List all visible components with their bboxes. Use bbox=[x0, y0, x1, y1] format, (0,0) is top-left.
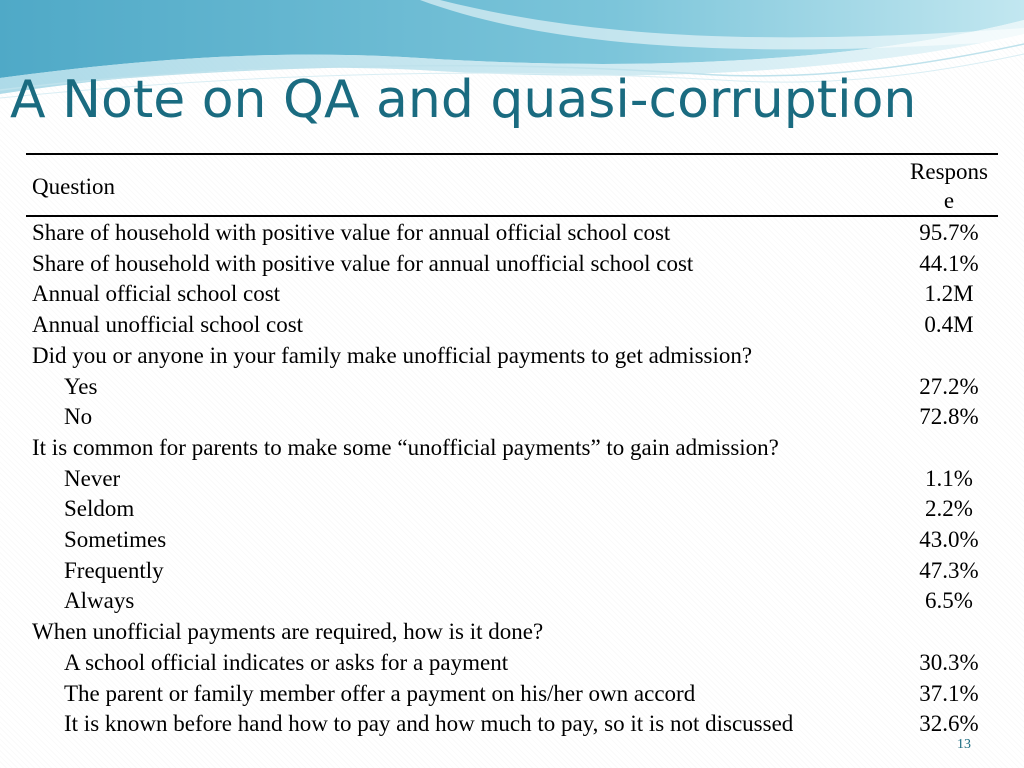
answer-option-label: Never bbox=[64, 465, 121, 491]
table-row bbox=[26, 279, 998, 310]
table-row bbox=[26, 433, 998, 464]
question-label: Annual official school cost bbox=[32, 281, 281, 307]
answer-option-label: It is known before hand how to pay and how much to pay, so it is not discussed bbox=[64, 711, 794, 737]
response-value: 47.3% bbox=[919, 557, 979, 583]
table-row bbox=[26, 216, 998, 249]
question-label: Share of household with positive value for annual official school cost bbox=[32, 220, 671, 245]
response-value: 37.1% bbox=[919, 680, 979, 706]
response-value: 1.2M bbox=[924, 281, 974, 307]
answer-option-label: No bbox=[64, 404, 93, 430]
table-row bbox=[26, 648, 998, 679]
table-row bbox=[26, 617, 998, 648]
question-label: Share of household with positive value for annual unofficial school cost bbox=[32, 250, 694, 276]
table-row bbox=[26, 341, 998, 372]
response-value: 43.0% bbox=[919, 527, 979, 553]
table-row bbox=[26, 372, 998, 403]
response-value: 27.2% bbox=[919, 373, 979, 399]
response-value: 2.2% bbox=[925, 496, 973, 522]
table-row bbox=[26, 402, 998, 433]
page-number: 13 bbox=[957, 737, 971, 752]
response-value: 95.7% bbox=[919, 220, 979, 245]
response-value bbox=[900, 341, 998, 372]
answer-option-label: Sometimes bbox=[64, 527, 167, 553]
table-row bbox=[26, 709, 998, 740]
response-value: 1.1% bbox=[925, 465, 973, 491]
question-column-header: Question bbox=[32, 173, 116, 199]
answer-option-label: Always bbox=[64, 588, 135, 614]
table-header-row bbox=[26, 154, 998, 216]
response-value: 30.3% bbox=[919, 649, 979, 675]
table-body bbox=[26, 216, 998, 740]
answer-option-label: The parent or family member offer a payment on his/her own accord bbox=[64, 680, 696, 706]
table-row bbox=[26, 556, 998, 587]
response-value: 0.4M bbox=[924, 312, 974, 338]
question-label: It is common for parents to make some “unofficial payments” to gain admission? bbox=[32, 434, 779, 460]
response-value bbox=[900, 617, 998, 648]
question-label: When unofficial payments are required, how is it done? bbox=[32, 619, 544, 645]
response-value: 44.1% bbox=[919, 250, 979, 276]
answer-option-label: Frequently bbox=[64, 557, 164, 583]
response-column-header: Respons e bbox=[910, 159, 988, 213]
response-value bbox=[900, 433, 998, 464]
question-label: Did you or anyone in your family make unofficial payments to get admission? bbox=[32, 342, 753, 368]
answer-option-label: A school official indicates or asks for a payment bbox=[64, 649, 509, 675]
response-value: 32.6% bbox=[919, 711, 979, 737]
table-row bbox=[26, 679, 998, 710]
answer-option-label: Yes bbox=[64, 373, 98, 399]
response-value: 72.8% bbox=[919, 404, 979, 430]
table-row bbox=[26, 586, 998, 617]
survey-results-table bbox=[26, 153, 998, 740]
table-row bbox=[26, 494, 998, 525]
slide-title: A Note on QA and quasi-corruption bbox=[10, 70, 917, 130]
answer-option-label: Seldom bbox=[64, 496, 135, 522]
question-label: Annual unofficial school cost bbox=[32, 312, 304, 338]
table-row bbox=[26, 464, 998, 495]
table-row bbox=[26, 525, 998, 556]
table-row bbox=[26, 310, 998, 341]
table-row bbox=[26, 249, 998, 280]
response-value: 6.5% bbox=[925, 588, 973, 614]
